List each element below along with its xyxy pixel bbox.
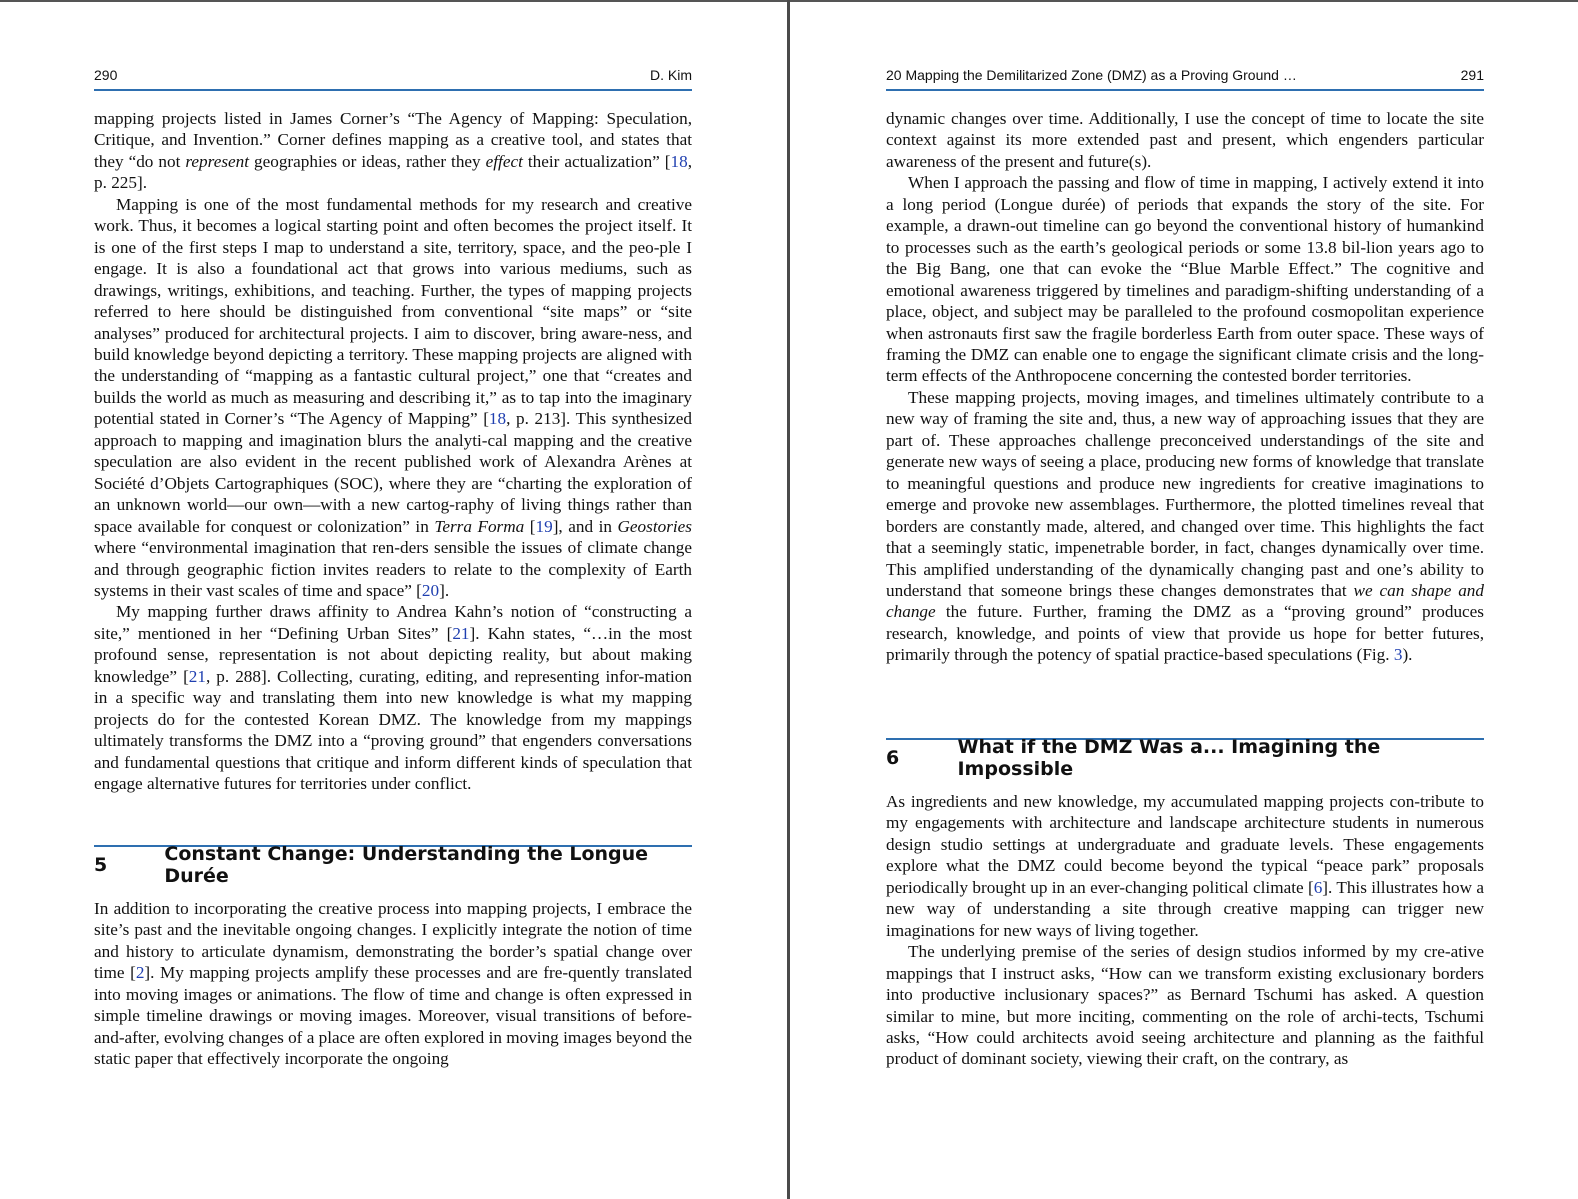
left-body-top (94, 108, 692, 795)
citation-link[interactable]: 21 (452, 623, 470, 643)
citation-link[interactable]: 18 (488, 409, 507, 429)
paragraph: The underlying premise of the series of design studios informed by my cre-ative mappings that I instruct asks, “How can we transform existing exclusionary borders into productive inclusionary spaces?” as Bernard Tschumi has asked. A question similar to mine, but more inciting, commenting on the role of archi-tects, Tschumi asks, “How could architects avoid seeing architecture and planning as the faithful product of dominant society, viewing their craft, on the contrary, as (886, 942, 1484, 1069)
citation-link[interactable]: 6 (1313, 877, 1323, 897)
right-body-bottom (886, 791, 1484, 1070)
page-divider (787, 0, 790, 1199)
paragraph: Mapping is one of the most fundamental methods for my research and creative work. Thus, it becomes a logical starting point and often becomes the project itself. It is one of the first steps I map to understand a site, territory, space, and the peo-ple I engage. It is also a foundational act that grows into various mediums, such as drawings, writings, exhibitions, and teaching. Further, the types of mapping projects referred to here should be distinguished from conventional “site maps” or “site analyses” produced for architectural projects. I aim to discover, bring aware-ness, and build knowledge beyond depicting a territory. These mapping projects are aligned with the understanding of “mapping as a fantastic cultural project,” one that “creates and builds the world as much as measuring and describing it,” as to tap into the imaginary potential stated in Corner’s “The Agency of Mapping” [18, p. 213]. This synthesized approach to mapping and imagination blurs the analyti-cal mapping and the creative speculation are also evident in the recent published work of Alexandra Arènes at Société d’Objets Cartographiques (SOC), where they are “charting the exploration of an unknown world—our own—with a new cartog-raphy of living things rather than space available for conquest or colonization” in Terra Forma [19], and in Geostories where “environmental imagination that ren-ders sensible the issues of climate change and through geographic fiction invites readers to relate to the complexity of Earth systems in their vast scales of time and space” [20]. (94, 194, 692, 600)
paragraph: My mapping further draws affinity to Andrea Kahn’s notion of “constructing a site,” mentioned in her “Defining Urban Sites” [21]. Kahn states, “…in the most profound sense, representation is not about depicting reality, but about making knowledge” [21, p. 288]. Collecting, curating, editing, and representing infor-mation in a specific way and translating them into new knowledge is what my mapping projects do for the contested Korean DMZ. The knowledge from my mappings ultimately transforms the DMZ into a “proving ground” that engenders conversations and fundamental questions that critique and inform different kinds of speculation that engage alternative futures for territories under conflict. (94, 602, 692, 794)
running-header-right (886, 66, 1484, 84)
page-number: 290 (94, 67, 118, 83)
section-title: What if the DMZ Was a... Imagining the Impossible (957, 736, 1381, 780)
section-heading (94, 843, 692, 887)
right-page (886, 0, 1484, 1199)
section-heading (886, 736, 1484, 780)
left-page (94, 0, 692, 1199)
section-number: 6 (886, 747, 900, 769)
paragraph: dynamic changes over time. Additionally, I use the concept of time to locate the site context against its more extended past and present, which engenders particular awareness of the present and future(s). (886, 109, 1484, 171)
citation-link[interactable]: 21 (188, 666, 206, 686)
right-body-top (886, 108, 1484, 666)
paragraph: In addition to incorporating the creative process into mapping projects, I embrace the site’s past and the inevitable ongoing changes. I explicitly integrate the notion of time and history to articulate dynamism, demonstrating the border’s spatial change over time [2]. My mapping projects amplify these processes and are fre-quently translated into moving images or animations. The flow of time and change is often expressed in simple timeline drawings or moving images. Moreover, visual transitions of before-and-after, evolving changes of a place are often explored in moving images beyond the static paper that effectively incorporate the ongoing (94, 899, 692, 1069)
paragraph: These mapping projects, moving images, and timelines ultimately contribute to a new way of framing the site and, thus, a new way of approaching issues that they are part of. These approaches challenge preconceived understandings of the site and generate new ways of seeing a place, producing new forms of knowledge that translate to meaningful questions and produce new ingredients for creative imaginations to emerge and provoke new assemblages. Furthermore, the plotted timelines reveal that borders are constantly made, altered, and changed over time. This highlights the fact that a seemingly static, impenetrable border, in fact, changes dynamically over time. This amplified understanding of the dynamically changing past and one’s ability to understand that someone brings these changes demonstrates that we can shape and change the future. Further, framing the DMZ as a “proving ground” produces research, knowledge, and points of view that provide us hope for better futures, primarily through the potency of spatial practice-based speculations (Fig. 3). (886, 387, 1484, 665)
header-rule (886, 89, 1484, 91)
citation-link[interactable]: 19 (535, 516, 553, 536)
citation-link[interactable]: 20 (421, 580, 440, 600)
running-header-left (94, 66, 692, 84)
figure-link[interactable]: 3 (1393, 645, 1403, 665)
header-rule (94, 89, 692, 91)
running-head-author: D. Kim (650, 67, 692, 83)
paragraph: As ingredients and new knowledge, my accumulated mapping projects con-tribute to my engagements with architecture and landscape architecture students in numerous design studio settings at undergraduate and graduate levels. These engagements explore what the DMZ could become beyond the typical “peace park” proposals periodically brought up in an ever-changing political climate [6]. This illustrates how a new way of understanding a site through creative mapping can trigger new imaginations for new ways of living together. (886, 792, 1484, 940)
section-number: 5 (94, 854, 108, 876)
citation-link[interactable]: 18 (670, 151, 688, 171)
left-body-bottom (94, 898, 692, 1070)
citation-link[interactable]: 2 (135, 963, 145, 983)
chapter-title: 20 Mapping the Demilitarized Zone (DMZ) as a Proving Ground … (886, 67, 1297, 83)
page-number: 291 (1460, 67, 1484, 83)
section-title: Constant Change: Understanding the Longue Durée (164, 843, 649, 887)
paragraph: When I approach the passing and flow of time in mapping, I actively extend it into a long period (Longue durée) of periods that expands the story of the site. For example, a drawn-out timeline can go beyond the conventional history of humankind to processes such as the earth’s geological periods or some 13.8 bil-lion years ago to the Big Bang, one that can evoke the “Blue Marble Effect.” The cognitive and emotional awareness triggered by timelines and paradigm-shifting understanding of a place, object, and subject may be paralleled to the profound cosmopolitan experience when astronauts first saw the fragile borderless Earth from outer space. These ways of framing the DMZ can enable one to engage the significant climate crisis and the long-term effects of the Anthropocene concerning the contested border territories. (886, 173, 1484, 386)
paragraph: mapping projects listed in James Corner’s “The Agency of Mapping: Speculation, Critique, and Invention.” Corner defines mapping as a creative tool, and states that they “do not represent geographies or ideas, rather they effect their actualization” [18, p. 225]. (94, 109, 693, 193)
